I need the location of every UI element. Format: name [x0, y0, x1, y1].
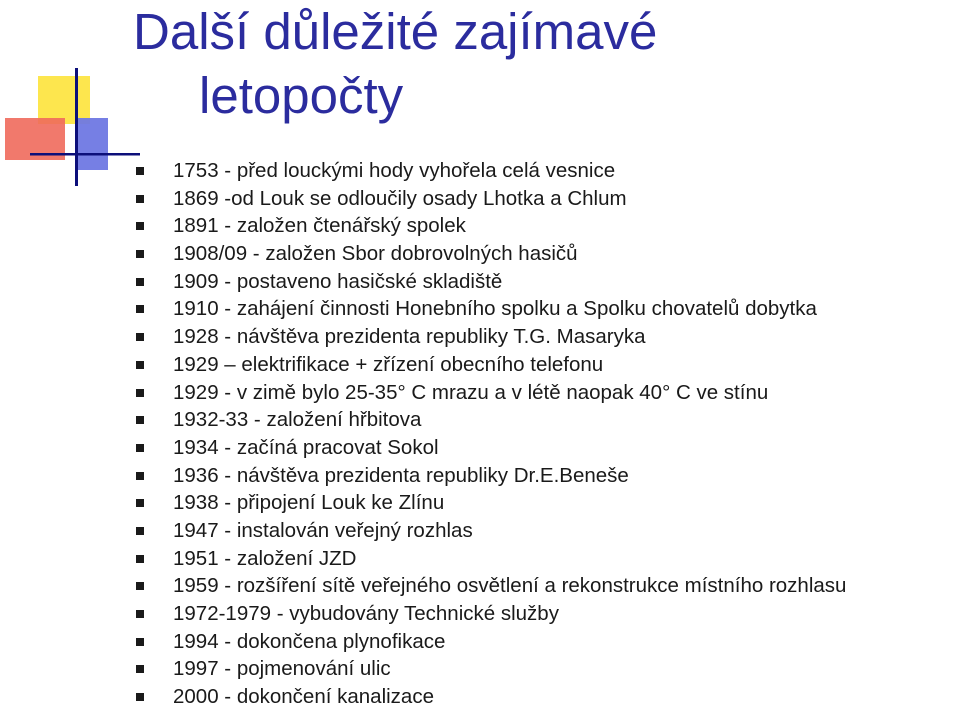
list-item-text: 1891 - založen čtenářský spolek	[173, 214, 466, 238]
title-line-1: Další důležité zajímavé	[133, 3, 658, 60]
list-item-text: 1929 – elektrifikace + zřízení obecního telefonu	[173, 352, 604, 376]
list-item-text: 1938 - připojení Louk ke Zlínu	[173, 491, 445, 515]
square-bullet-icon	[136, 250, 144, 258]
square-bullet-icon	[136, 693, 144, 701]
list-item-text: 1908/09 - založen Sbor dobrovolných hasičů	[173, 242, 578, 266]
square-bullet-icon	[136, 389, 144, 397]
list-item-text: 1972-1979 - vybudovány Technické služby	[173, 602, 559, 625]
square-bullet-icon	[136, 527, 144, 535]
list-item-text: 1934 - začíná pracovat Sokol	[173, 435, 439, 459]
square-bullet-icon	[136, 472, 144, 480]
list-item-text: 1959 - rozšíření sítě veřejného osvětlení a rekonstrukce místního rozhlasu	[173, 574, 847, 598]
list-item-text: 1869 -od Louk se odloučily osady Lhotka a Chlum	[173, 186, 627, 210]
square-bullet-icon	[136, 222, 144, 230]
decor-horizontal-line	[30, 153, 140, 156]
square-bullet-icon	[136, 167, 144, 175]
list-item-text: 1909 - postaveno hasičské skladiště	[173, 269, 503, 293]
square-bullet-icon	[136, 278, 144, 286]
square-bullet-icon	[136, 195, 144, 203]
square-bullet-icon	[136, 499, 144, 507]
list-item-text: 1929 - v zimě bylo 25-35° C mrazu a v létě naopak 40° C ve stínu	[173, 380, 769, 404]
square-bullet-icon	[136, 333, 144, 341]
decor-yellow-square	[38, 76, 90, 124]
square-bullet-icon	[136, 555, 144, 563]
square-bullet-icon	[136, 582, 144, 590]
square-bullet-icon	[136, 361, 144, 369]
square-bullet-icon	[136, 416, 144, 424]
title-line-2: letopočty	[199, 67, 404, 124]
list-item-text: 1947 - instalován veřejný rozhlas	[173, 518, 473, 542]
square-bullet-icon	[136, 638, 144, 646]
list-item-text: 2000 - dokončení kanalizace	[173, 685, 434, 709]
square-bullet-icon	[136, 305, 144, 313]
decor-blue-square	[76, 118, 108, 170]
decor-vertical-line	[75, 68, 78, 186]
list-item-text: 1951 - založení JZD	[173, 546, 357, 570]
square-bullet-icon	[136, 444, 144, 452]
list-item-text: 1910 - zahájení činnosti Honebního spolku a Spolku chovatelů dobytka	[173, 297, 817, 321]
list-item-text: 1936 - návštěva prezidenta republiky Dr.E.Beneše	[173, 463, 629, 487]
list-item-text: 1932-33 - založení hřbitova	[173, 408, 422, 432]
list-item-text: 1753 - před louckými hody vyhořela celá vesnice	[173, 159, 616, 182]
list-item-text: 1928 - návštěva prezidenta republiky T.G. Masaryka	[173, 325, 646, 349]
list-item-text: 1997 - pojmenování ulic	[173, 657, 391, 681]
page-title	[133, 0, 657, 128]
corner-decoration	[0, 0, 140, 200]
square-bullet-icon	[136, 610, 144, 618]
square-bullet-icon	[136, 665, 144, 673]
list-item-text: 1994 - dokončena plynofikace	[173, 629, 446, 653]
